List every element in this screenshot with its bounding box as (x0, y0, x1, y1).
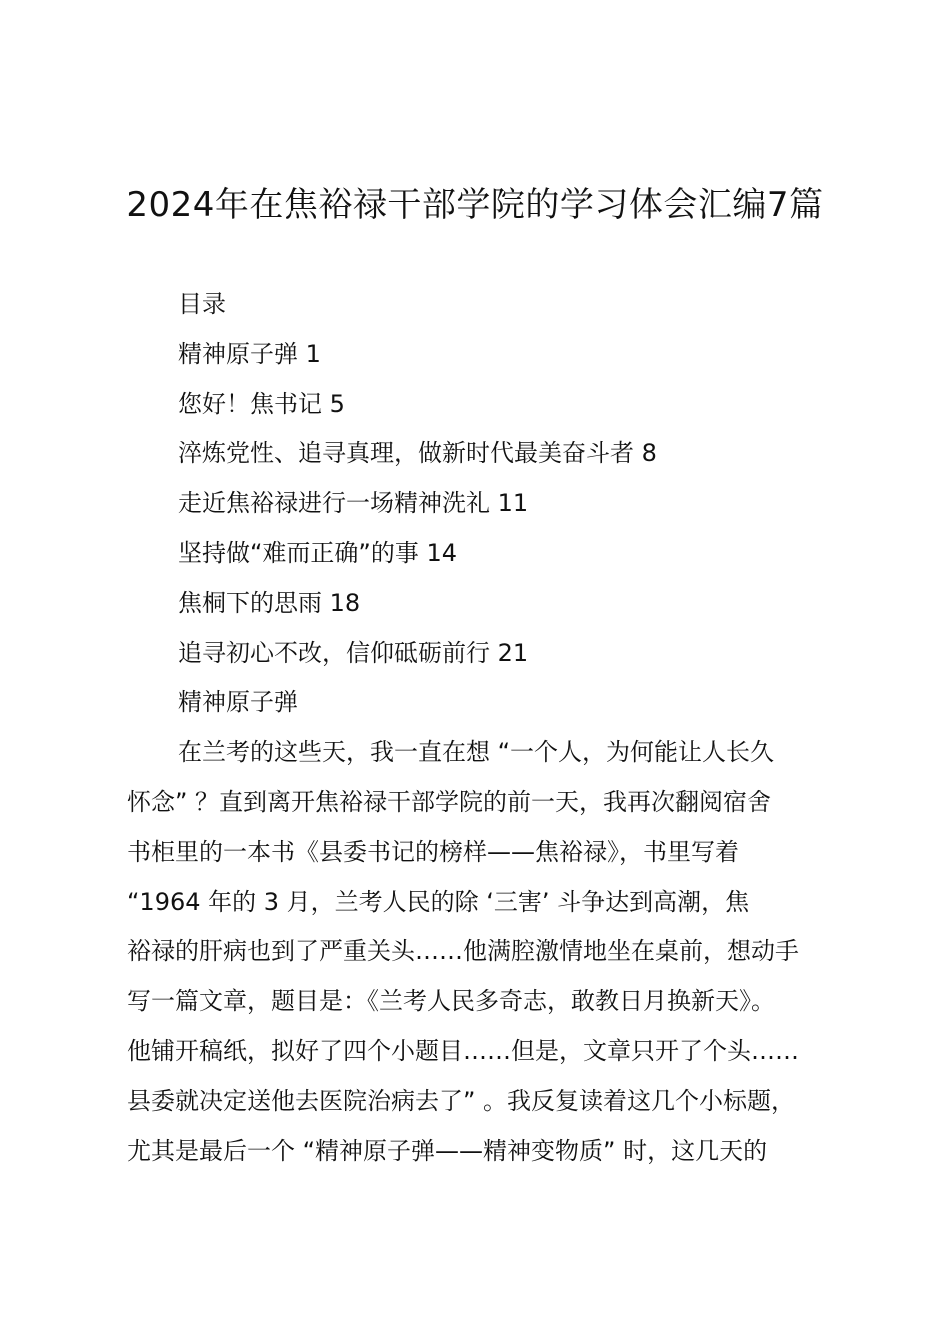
body-line: 怀念” ？直到离开焦裕禄干部学院的前一天，我再次翻阅宿舍 (127, 788, 772, 816)
body-line: 县委就决定送他去医院治病去了” 。我反复读着这几个小标题， (127, 1087, 796, 1115)
toc-item: 您好！焦书记 5 (178, 390, 345, 418)
body-line: 他铺开稿纸，拟好了四个小题目……但是，文章只开了个头…… (127, 1037, 799, 1065)
body-line: 尤其是最后一个 “精神原子弹——精神变物质” 时，这几天的 (127, 1137, 768, 1165)
body-line: 书柜里的一本书《县委书记的榜样——焦裕禄》，书里写着 (127, 838, 739, 866)
toc-item: 追寻初心不改，信仰砥砺前行 21 (178, 639, 529, 667)
toc-item: 淬炼党性、追寻真理，做新时代最美奋斗者 8 (178, 439, 657, 467)
body-line: 在兰考的这些天，我一直在想 “一个人，为何能让人长久 (178, 738, 775, 766)
body-line: 裕禄的肝病也到了严重关头……他满腔激情地坐在桌前，想动手 (127, 937, 799, 965)
body-line: 写一篇文章，题目是：《兰考人民多奇志，敢教日月换新天》。 (127, 987, 775, 1015)
toc-item: 走近焦裕禄进行一场精神洗礼 11 (178, 489, 529, 517)
toc-item: 精神原子弹 1 (178, 340, 321, 368)
toc-item: 焦桐下的思雨 18 (178, 589, 361, 617)
body-line: “1964 年的 3 月，兰考人民的除 ‘三害’ 斗争达到高潮，焦 (127, 888, 750, 916)
toc-heading: 目录 (178, 290, 226, 318)
document-title: 2024年在焦裕禄干部学院的学习体会汇编7篇 (126, 185, 824, 225)
section-heading: 精神原子弹 (178, 688, 298, 716)
toc-item: 坚持做“难而正确”的事 14 (178, 539, 458, 567)
